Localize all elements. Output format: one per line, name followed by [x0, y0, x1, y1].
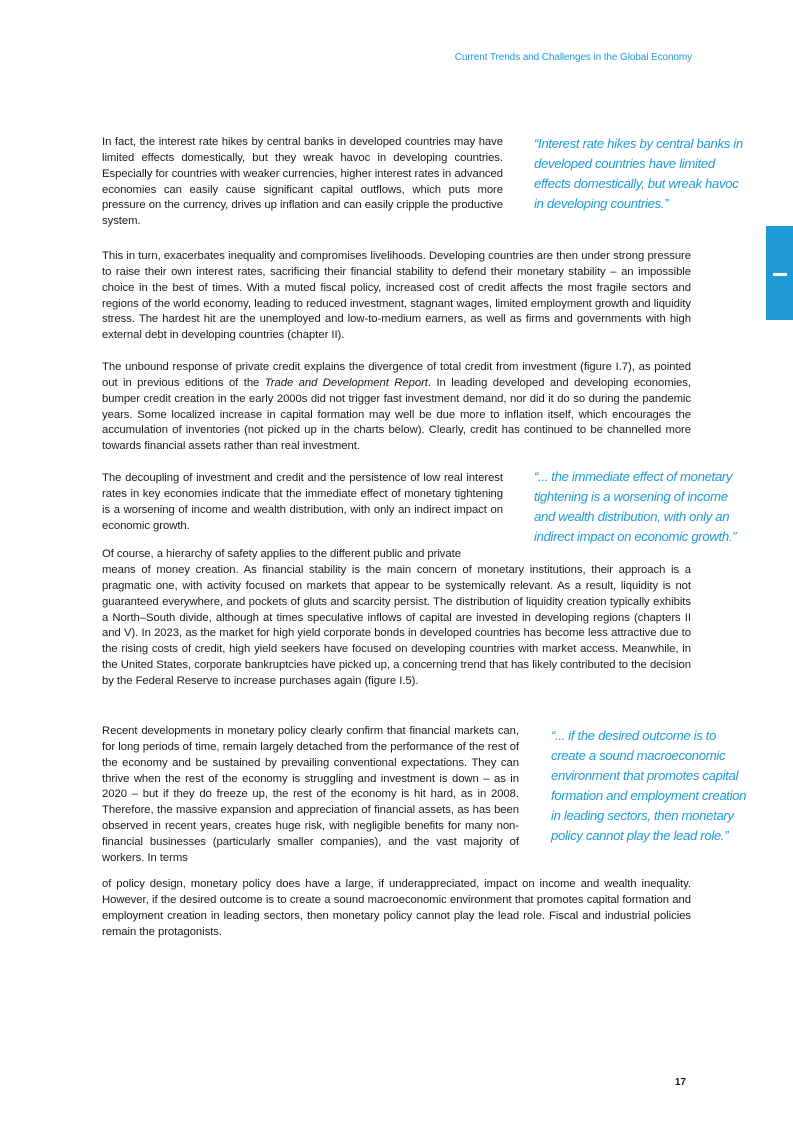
paragraph-3 [102, 360, 691, 455]
pull-quote-3: “... if the desired outcome is to create a sound macroeconomic environment that promotes capital formation and employment creation in leading sectors, then monetary policy cannot play the lead role.” [551, 728, 747, 843]
paragraph-5: means of money creation. As financial stability is the main concern of monetary institutions, their approach is a pragmatic one, with activity focused on markets that appear to be systemically relevant. As a result, liquidity is not guaranteed everywhere, and pockets of gluts and scarcity persist. The distribution of liquidity creation typically exhibits a North–South divide, although at times speculative inflows of capital are invested in developing regions (chapters II and V). In 2023, as the market for high yield corporate bonds in developed countries has become less attractive due to the rising costs of credit, high yield seekers have focused on developing countries with market access. Meanwhile, in the United States, corporate bankruptcies have picked up, a concerning trend that has likely contributed to the decision by the Federal Reserve to increase purchases again (figure I.5). [102, 564, 691, 687]
page-number: 17 [674, 1077, 686, 1088]
paragraph-4: The decoupling of investment and credit and the persistence of low real interest rates in key economies indicate that the immediate effect of monetary tightening is a worsening of income and wealth distribution, with only an indirect impact on economic growth. [102, 472, 503, 532]
running-header: Current Trends and Challenges in the Global Economy [454, 52, 692, 63]
pull-quote-2: “... the immediate effect of monetary tightening is a worsening of income and wealth distribution, with only an indirect impact on economic growth.” [534, 469, 737, 544]
chapter-tab-dash-icon [773, 273, 787, 276]
paragraph-6-narrow: Recent developments in monetary policy clearly confirm that financial markets can, for long periods of time, remain largely detached from the performance of the rest of the economy and be sustained by prevailing conventional expectations. They can thrive when the rest of the economy is struggling and investment is down – as in 2020 – but if they do freeze up, the rest of the economy is hit hard, as in 2008. Therefore, the massive expansion and appreciation of financial assets, as has been observed in recent years, creates huge risk, with negligible benefits for many non-financial businesses (particularly smaller companies), and the vast majority of workers. In terms [102, 725, 519, 864]
report-title-italic: Trade and Development Report [264, 376, 428, 389]
pull-quote-1: “Interest rate hikes by central banks in developed countries have limited effects domestically, but wreak havoc in developing countries.” [534, 136, 743, 211]
paragraph-2 [102, 249, 691, 344]
paragraph-3-text-a: The unbound response of private credit explains the divergence of total credit from investment (figure I.7), as pointed out in previous editions of the [102, 361, 691, 389]
paragraph-3-text-b: . In leading developed and developing economies, bumper credit creation in the early 2000s did not trigger fast investment demand, nor did it do so during the pandemic years. Some localized increase in capital formation may well be due more to inflation itself, which encourages the accumulation of inventories (not picked up in the charts below). Clearly, credit has continued to be channelled more towards financial assets rather than real investment. [102, 376, 691, 453]
paragraph-5-first-line: Of course, a hierarchy of safety applies to the different public and private [102, 548, 461, 560]
paragraph-2-text: This in turn, exacerbates inequality and compromises livelihoods. Developing countries are then under strong pressure to raise their own interest rates, sacrificing their financial stability to defend their monetary stability – an impossible choice in the best of times. With a muted fiscal policy, increased cost of credit affects the most fragile sectors and regions of the world economy, leading to reduced investment, stagnant wages, limited employment growth and liquidity stress. The hardest hit are the unemployed and low-to-medium earners, as well as firms and governments with high external debt in developing countries (chapter II). [102, 250, 691, 342]
paragraph-6-wide: of policy design, monetary policy does have a large, if underappreciated, impact on income and wealth inequality. However, if the desired outcome is to create a sound macroeconomic environment that promotes capital formation and employment creation in leading sectors, then monetary policy cannot play the lead role. Fiscal and industrial policies remain the protagonists. [102, 878, 691, 938]
paragraph-1: In fact, the interest rate hikes by central banks in developed countries may have limited effects domestically, but they wreak havoc in developing countries. Especially for countries with weaker currencies, higher interest rates in advanced economies can easily cause significant capital outflows, which puts more pressure on the currency, drives up inflation and can easily cripple the productive system. [102, 136, 503, 228]
